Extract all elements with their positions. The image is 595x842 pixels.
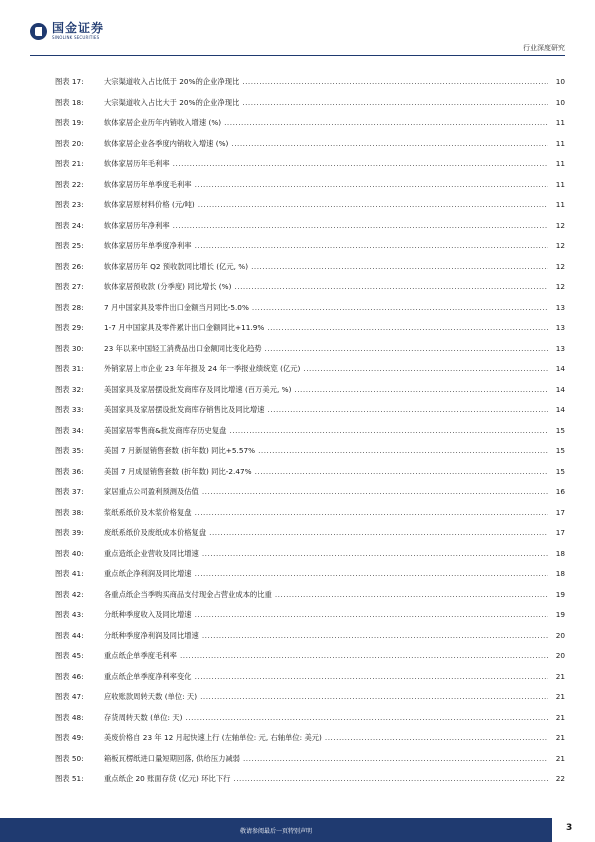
toc-entry-title[interactable]: 软体家居原材料价格 (元/吨) — [104, 200, 195, 209]
toc-entry-page[interactable]: 21 — [555, 712, 565, 722]
toc-dot-leader — [268, 405, 548, 415]
toc-entry-title[interactable]: 重点纸企 20 账面存货 (亿元) 环比下行 — [104, 774, 231, 783]
toc-entry-label: 图表 29: — [55, 323, 84, 332]
toc-entry[interactable] — [55, 344, 565, 365]
toc-dot-leader — [258, 446, 548, 456]
toc-entry[interactable] — [55, 467, 565, 488]
toc-entry-title[interactable]: 废纸系纸价及废纸成本价格复盘 — [104, 528, 207, 537]
logo-icon — [30, 23, 47, 40]
toc-entry-label: 图表 26: — [55, 261, 84, 271]
toc-entry[interactable] — [55, 77, 565, 98]
toc-entry[interactable] — [55, 385, 565, 406]
toc-entry-page[interactable]: 10 — [555, 97, 565, 107]
toc-entry-title[interactable]: 1-7 月中国家具及零件累计出口金额同比+11.9% — [104, 323, 265, 332]
toc-entry-title[interactable]: 各重点纸企当季购买商品支付现金占营业成本的比重 — [104, 589, 272, 599]
toc-entry-page[interactable]: 14 — [555, 405, 565, 414]
toc-dot-leader — [242, 98, 548, 108]
toc-entry-page[interactable]: 12 — [555, 261, 565, 271]
toc-entry[interactable] — [55, 139, 565, 160]
toc-entry-page[interactable]: 21 — [555, 671, 565, 681]
toc-entry-label: 图表 39: — [55, 528, 84, 537]
toc-entry-label: 图表 19: — [55, 118, 84, 127]
toc-entry-page[interactable]: 17 — [555, 507, 565, 517]
toc-entry-title[interactable]: 软体家居企业各季度内销收入增速 (%) — [104, 138, 229, 148]
toc-entry-label: 图表 37: — [55, 487, 84, 496]
toc-entry-page[interactable]: 14 — [555, 364, 565, 373]
toc-dot-leader — [195, 180, 548, 190]
toc-dot-leader — [224, 118, 548, 128]
toc-entry-title[interactable]: 箱板瓦楞纸进口量短期回落, 供给压力减弱 — [104, 753, 240, 763]
toc-dot-leader — [229, 426, 548, 436]
toc-entry[interactable] — [55, 651, 565, 672]
toc-entry-page[interactable]: 11 — [555, 200, 565, 209]
toc-entry-page[interactable]: 14 — [555, 384, 565, 394]
toc-dot-leader — [202, 487, 548, 497]
toc-entry-page[interactable]: 20 — [555, 651, 565, 660]
toc-entry-page[interactable]: 19 — [555, 589, 565, 599]
toc-dot-leader — [325, 733, 548, 743]
toc-dot-leader — [265, 344, 548, 354]
toc-dot-leader — [252, 303, 548, 313]
toc-entry[interactable] — [55, 733, 565, 754]
toc-entry-label: 图表 20: — [55, 138, 84, 148]
toc-dot-leader — [195, 569, 548, 579]
toc-entry-title[interactable]: 软体家居企业历年内销收入增速 (%) — [104, 118, 222, 127]
toc-entry-label: 图表 36: — [55, 466, 84, 476]
toc-dot-leader — [251, 262, 548, 272]
toc-entry-title[interactable]: 软体家居历年 Q2 预收款同比增长 (亿元, %) — [104, 261, 249, 271]
toc-entry[interactable] — [55, 282, 565, 303]
toc-entry-label: 图表 35: — [55, 446, 84, 455]
toc-entry[interactable] — [55, 528, 565, 549]
toc-entry[interactable] — [55, 446, 565, 467]
toc-entry-title[interactable]: 23 年以来中国轻工消费品出口金额同比变化趋势 — [104, 343, 262, 353]
toc-entry-page[interactable]: 15 — [555, 466, 565, 476]
toc-entry-title[interactable]: 存货周转天数 (单位: 天) — [104, 712, 183, 722]
toc-entry-title[interactable]: 软体家居历年毛利率 — [104, 159, 170, 168]
toc-entry[interactable] — [55, 754, 565, 775]
toc-entry-page[interactable]: 17 — [555, 528, 565, 537]
toc-dot-leader — [294, 385, 548, 395]
toc-dot-leader — [233, 774, 548, 784]
toc-entry-title[interactable]: 重点纸企单季度净利率变化 — [104, 671, 192, 681]
toc-entry-page[interactable]: 12 — [555, 241, 565, 250]
toc-entry[interactable] — [55, 323, 565, 344]
toc-entry-page[interactable]: 13 — [555, 302, 565, 312]
toc-entry-label: 图表 21: — [55, 159, 84, 168]
toc-entry-page[interactable]: 18 — [555, 548, 565, 558]
page-header — [0, 0, 595, 60]
toc-entry[interactable] — [55, 262, 565, 283]
toc-entry-label: 图表 25: — [55, 241, 84, 250]
toc-entry-label: 图表 34: — [55, 425, 84, 435]
toc-entry-label: 图表 40: — [55, 548, 84, 558]
toc-entry-page[interactable]: 13 — [555, 323, 565, 332]
toc-entry[interactable] — [55, 590, 565, 611]
toc-entry-label: 图表 24: — [55, 220, 84, 230]
toc-entry[interactable] — [55, 487, 565, 508]
toc-entry-label: 图表 45: — [55, 651, 84, 660]
toc-entry[interactable] — [55, 159, 565, 180]
toc-dot-leader — [202, 549, 548, 559]
toc-entry-page[interactable]: 21 — [555, 753, 565, 763]
toc-entry-title[interactable]: 浆纸系纸价及木浆价格复盘 — [104, 507, 192, 517]
toc-entry-title[interactable]: 重点造纸企业营收及同比增速 — [104, 548, 199, 558]
toc-entry-label: 图表 17: — [55, 77, 84, 86]
toc-dot-leader — [202, 631, 548, 641]
toc-entry-title[interactable]: 7 月中国家具及零件出口金额当月同比-5.0% — [104, 302, 249, 312]
toc-dot-leader — [209, 528, 548, 538]
toc-entry-title[interactable]: 分纸种季度净利润及同比增速 — [104, 630, 199, 640]
toc-entry-title[interactable]: 美国家居零售商&批发商库存历史复盘 — [104, 425, 227, 435]
toc-entry[interactable] — [55, 221, 565, 242]
document-type: 行业深度研究 — [523, 44, 565, 52]
toc-entry-page[interactable]: 10 — [555, 77, 565, 86]
toc-dot-leader — [303, 364, 548, 374]
toc-entry-page[interactable]: 21 — [555, 733, 565, 742]
table-of-figures — [55, 77, 565, 795]
toc-entry-title[interactable]: 美国家具及家居摆设批发商库存销售比及同比增速 — [104, 405, 265, 414]
toc-entry-label: 图表 18: — [55, 97, 84, 107]
toc-dot-leader — [173, 159, 548, 169]
toc-entry-label: 图表 31: — [55, 364, 84, 373]
toc-entry-title[interactable]: 美国家具及家居摆设批发商库存及同比增速 (百万美元, %) — [104, 384, 292, 394]
toc-entry[interactable] — [55, 549, 565, 570]
toc-entry[interactable] — [55, 405, 565, 426]
toc-entry-title[interactable]: 应收账款周转天数 (单位: 天) — [104, 692, 198, 701]
toc-entry[interactable] — [55, 98, 565, 119]
toc-dot-leader — [195, 508, 548, 518]
toc-entry-page[interactable]: 11 — [555, 118, 565, 127]
toc-entry[interactable] — [55, 303, 565, 324]
toc-dot-leader — [231, 139, 548, 149]
toc-entry-title[interactable]: 大宗渠道收入占比大于 20%的企业净现比 — [104, 97, 240, 107]
toc-entry[interactable] — [55, 610, 565, 631]
toc-dot-leader — [173, 221, 548, 231]
toc-entry-label: 图表 27: — [55, 282, 84, 291]
toc-entry-page[interactable]: 11 — [555, 138, 565, 148]
toc-entry[interactable] — [55, 569, 565, 590]
toc-entry-page[interactable]: 15 — [555, 425, 565, 435]
toc-entry-label: 图表 43: — [55, 610, 84, 619]
toc-entry-page[interactable]: 11 — [555, 179, 565, 189]
toc-entry-label: 图表 42: — [55, 589, 84, 599]
toc-entry-label: 图表 22: — [55, 179, 84, 189]
toc-entry[interactable] — [55, 180, 565, 201]
toc-entry-title[interactable]: 美国 7 月新屋销售套数 (折年数) 同比+5.57% — [104, 446, 256, 455]
toc-entry-title[interactable]: 软体家居历年单季度净利率 — [104, 241, 192, 250]
toc-entry-title[interactable]: 外销家居上市企业 23 年年报及 24 年一季报业绩统览 (亿元) — [104, 364, 301, 373]
toc-dot-leader — [198, 200, 548, 210]
logo-name-cn: 国金证券 — [52, 21, 105, 35]
toc-entry[interactable] — [55, 631, 565, 652]
toc-entry[interactable] — [55, 200, 565, 221]
toc-dot-leader — [275, 590, 548, 600]
toc-entry-page[interactable]: 20 — [555, 630, 565, 640]
footer-disclaimer: 敬请参阅最后一页特别声明 — [239, 828, 312, 835]
toc-entry-title[interactable]: 家居重点公司盈利预测及估值 — [104, 487, 199, 496]
toc-entry-title[interactable]: 软体家居预收款 (分季度) 同比增长 (%) — [104, 282, 232, 291]
toc-entry-page[interactable]: 12 — [555, 220, 565, 230]
toc-entry[interactable] — [55, 241, 565, 262]
toc-entry-label: 图表 32: — [55, 384, 84, 394]
toc-entry-title[interactable]: 重点纸企净利润及同比增速 — [104, 569, 192, 578]
toc-entry-label: 图表 51: — [55, 774, 84, 783]
toc-dot-leader — [180, 651, 548, 661]
toc-entry-page[interactable]: 15 — [555, 446, 565, 455]
toc-dot-leader — [195, 610, 548, 620]
logo-name-en: SINOLINK SECURITIES — [52, 35, 100, 40]
toc-entry[interactable] — [55, 713, 565, 734]
toc-entry-title[interactable]: 美废价格自 23 年 12 月起快速上行 (左轴单位: 元, 右轴单位: 美元) — [104, 733, 322, 742]
toc-entry-title[interactable]: 重点纸企单季度毛利率 — [104, 651, 177, 660]
toc-entry-title[interactable]: 软体家居历年净利率 — [104, 220, 170, 230]
toc-entry-page[interactable]: 12 — [555, 282, 565, 291]
toc-entry-label: 图表 28: — [55, 302, 84, 312]
toc-entry-page[interactable]: 16 — [555, 487, 565, 496]
toc-entry-page[interactable]: 13 — [555, 343, 565, 353]
toc-entry-title[interactable]: 分纸种季度收入及同比增速 — [104, 610, 192, 619]
toc-entry-label: 图表 50: — [55, 753, 84, 763]
toc-entry-title[interactable]: 软体家居历年单季度毛利率 — [104, 179, 192, 189]
toc-entry-label: 图表 33: — [55, 405, 84, 414]
toc-dot-leader — [195, 241, 548, 251]
toc-entry-label: 图表 48: — [55, 712, 84, 722]
toc-entry-title[interactable]: 大宗渠道收入占比低于 20%的企业净现比 — [104, 77, 240, 86]
toc-entry-label: 图表 23: — [55, 200, 84, 209]
toc-dot-leader — [200, 692, 548, 702]
toc-entry-page[interactable]: 22 — [555, 774, 565, 783]
toc-dot-leader — [243, 754, 548, 764]
toc-entry-page[interactable]: 18 — [555, 569, 565, 578]
toc-entry[interactable] — [55, 672, 565, 693]
toc-entry[interactable] — [55, 774, 565, 795]
toc-entry[interactable] — [55, 508, 565, 529]
page-number: 3 — [566, 823, 573, 833]
toc-dot-leader — [267, 323, 548, 333]
toc-entry-label: 图表 47: — [55, 692, 84, 701]
company-logo — [30, 22, 104, 40]
toc-entry-label: 图表 44: — [55, 630, 84, 640]
toc-entry-label: 图表 30: — [55, 343, 84, 353]
toc-entry-label: 图表 49: — [55, 733, 84, 742]
toc-entry[interactable] — [55, 118, 565, 139]
toc-entry[interactable] — [55, 364, 565, 385]
toc-entry-title[interactable]: 美国 7 月成屋销售套数 (折年数) 同比-2.47% — [104, 466, 252, 476]
toc-entry-page[interactable]: 11 — [555, 159, 565, 168]
toc-entry-label: 图表 46: — [55, 671, 84, 681]
toc-dot-leader — [185, 713, 548, 723]
toc-dot-leader — [234, 282, 548, 292]
toc-entry[interactable] — [55, 692, 565, 713]
header-divider — [30, 55, 565, 56]
toc-entry-label: 图表 41: — [55, 569, 84, 578]
toc-entry[interactable] — [55, 426, 565, 447]
toc-entry-label: 图表 38: — [55, 507, 84, 517]
toc-dot-leader — [255, 467, 548, 477]
toc-dot-leader — [195, 672, 548, 682]
toc-entry-page[interactable]: 21 — [555, 692, 565, 701]
toc-dot-leader — [242, 77, 548, 87]
toc-entry-page[interactable]: 19 — [555, 610, 565, 619]
